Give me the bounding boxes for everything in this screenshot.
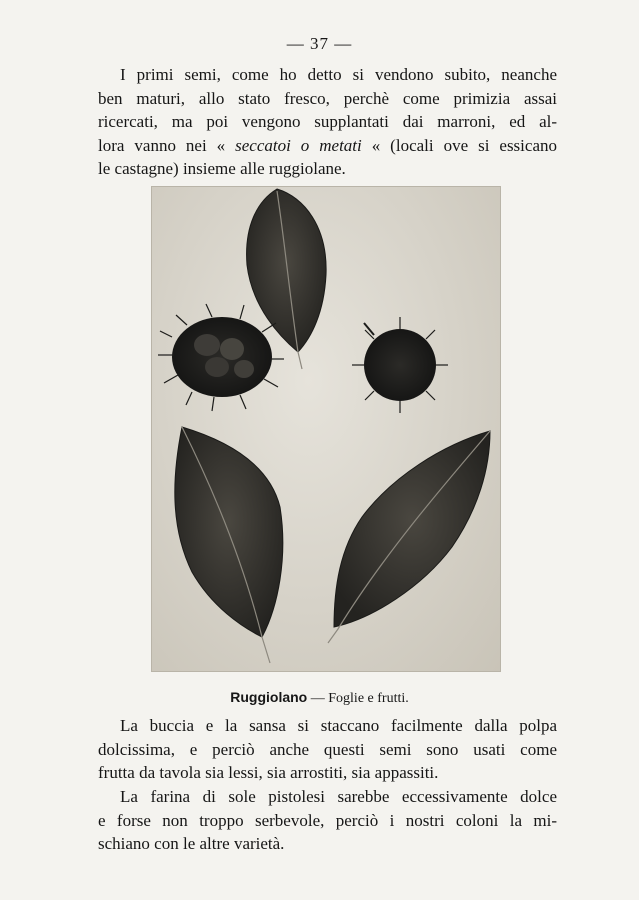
- text-segment: « (locali ove si essicano: [361, 135, 557, 155]
- text-line: dolcissima, e perciò anche questi semi sono usati come: [98, 739, 557, 759]
- paragraph-intro: [98, 63, 557, 181]
- closed-burr: [352, 317, 448, 413]
- text-line: ben maturi, allo stato fresco, perchè come primizia assai: [98, 88, 557, 108]
- caption-description: Foglie e frutti.: [328, 691, 409, 706]
- figure-caption: [0, 689, 639, 707]
- leaves-and-burrs-illustration: [152, 187, 500, 671]
- page-number: — 37 —: [286, 34, 353, 53]
- text-line: e forse non troppo serbevole, perciò i nostri coloni la mi-: [98, 810, 557, 830]
- text-segment: lora vanno nei «: [98, 135, 236, 155]
- italic-term: seccatoi o metati: [235, 135, 362, 155]
- text-line: La farina di sole pistolesi sarebbe eccessivamente dolce: [120, 787, 557, 806]
- caption-species: Ruggiolano: [230, 689, 308, 705]
- text-line: ricercati, ma poi vengono supplantati dai marroni, ed al-: [98, 112, 557, 131]
- bottom-left-leaf: [175, 427, 283, 663]
- text-line: le castagne) insieme alle ruggiolane.: [98, 159, 346, 178]
- chestnut-photo: [151, 186, 501, 672]
- bottom-right-leaf: [328, 431, 490, 643]
- paragraph-flour: [98, 785, 557, 856]
- text-line: I primi semi, come ho detto si vendono subito, neanche: [120, 65, 557, 84]
- text-line: schiano con le altre varietà.: [98, 834, 285, 853]
- text-line: La buccia e la sansa si staccano facilmente dalla polpa: [120, 716, 557, 735]
- open-burr-cluster: [158, 304, 284, 411]
- text-line: [98, 134, 557, 158]
- text-line: frutta da tavola sia lessi, sia arrostiti, sia appassiti.: [98, 763, 439, 782]
- caption-dash: —: [307, 691, 329, 706]
- paragraph-peel: [98, 714, 557, 785]
